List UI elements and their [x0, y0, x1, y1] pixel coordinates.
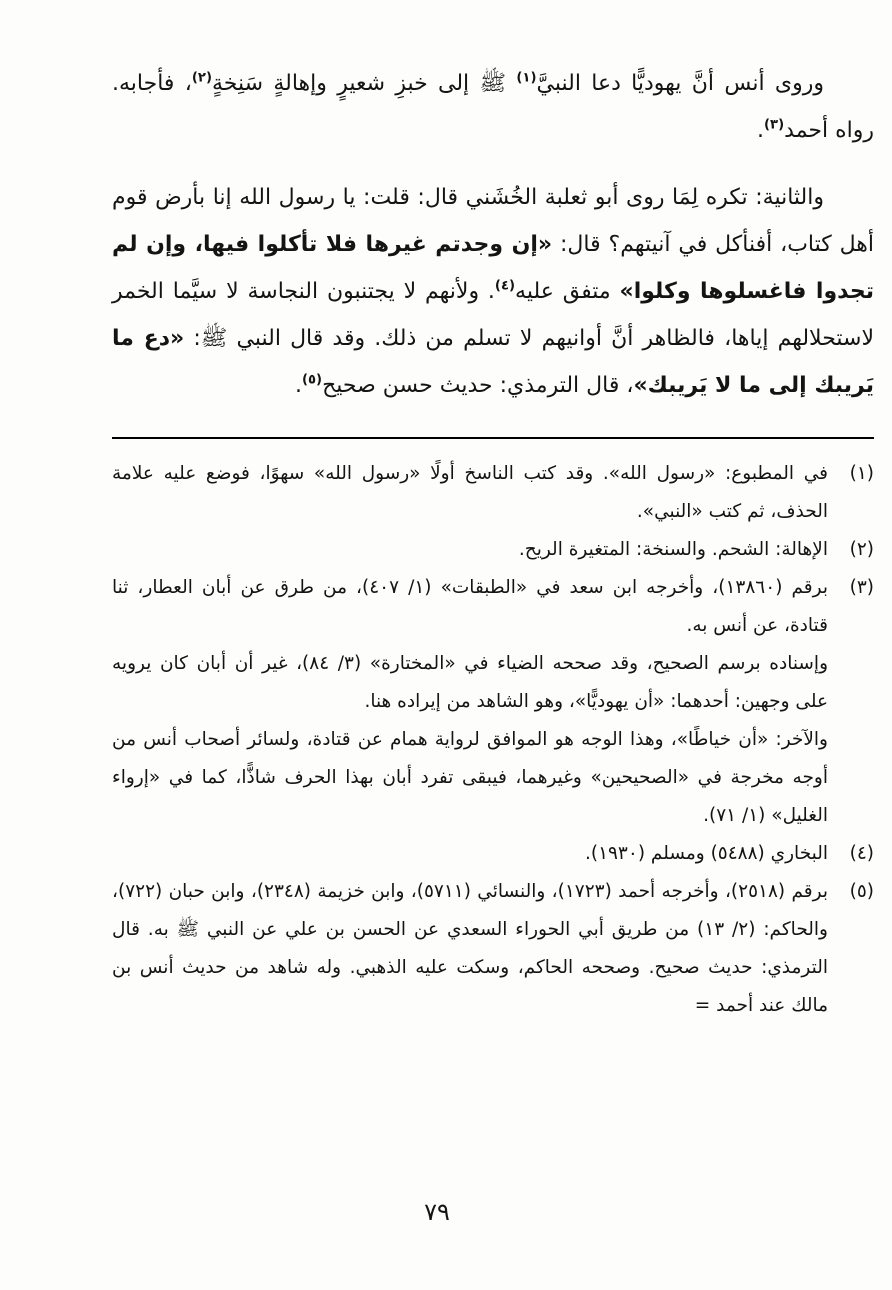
footnote-ref: (٤)	[494, 278, 516, 294]
footnote-text	[112, 835, 828, 873]
footnote-ref: (١)	[516, 70, 537, 86]
footnote-paragraph: برقم (١٣٨٦٠)، وأخرجه ابن سعد في «الطبقات» (١/ ٤٠٧)، من طرق عن أبان العطار، ثنا قتادة، عن أنس به.	[112, 577, 828, 636]
footnote-separator	[112, 437, 874, 439]
footnote-2	[112, 531, 874, 569]
footnote-4	[112, 835, 874, 873]
text-run: ، قال الترمذي: حديث حسن صحيح	[322, 373, 634, 398]
text-run: والثانية: تكره لِمَا روى أبو ثعلبة الخُشَني قال: قلت: يا رسول الله إنا بأرض قوم أهل كتاب، أفنأكل في آنيتهم؟ قال:	[112, 185, 874, 257]
footnote-1	[112, 455, 874, 531]
text-run: «إن وجدتم غيرها فلا تأكلوا فيها، وإن لم تجدوا فاغسلوها وكلوا»	[112, 232, 874, 304]
page-number: ٧٩	[424, 1198, 450, 1226]
footnote-ref: (٣)	[764, 117, 785, 133]
footnote-text	[112, 873, 828, 1025]
footnote-paragraph: في المطبوع: «رسول الله». وقد كتب الناسخ أولًا «رسول الله» سهوًا، فوضع عليه علامة الحذف، ثم كتب «النبي».	[112, 463, 828, 522]
body-paragraph-2	[112, 174, 874, 409]
text-run: وروى أنس أنَّ يهوديًّا دعا النبيَّ	[536, 71, 824, 96]
footnote-5	[112, 873, 874, 1025]
text-run: ، فأجابه. رواه أحمد	[112, 71, 874, 143]
footnote-number: (٣)	[849, 577, 874, 598]
text-run: ﷺ إلى خبزِ شعيرٍ وإهالةٍ سَنِخةٍ	[211, 71, 517, 96]
footnotes-section	[112, 455, 874, 1025]
body-text	[112, 60, 874, 409]
text-run: «دع ما يَريبك إلى ما لا يَريبك»	[112, 326, 874, 398]
footnote-text	[112, 569, 828, 835]
footnote-paragraph: البخاري (٥٤٨٨) ومسلم (١٩٣٠).	[584, 843, 828, 864]
footnote-paragraph: الإهالة: الشحم. والسنخة: المتغيرة الريح.	[518, 539, 828, 560]
footnote-number: (١)	[849, 463, 874, 484]
footnote-number: (٤)	[849, 843, 874, 864]
footnote-text	[112, 531, 828, 569]
footnote-text	[112, 455, 828, 531]
text-run: .	[757, 118, 765, 143]
footnote-number: (٥)	[849, 881, 874, 902]
footnote-ref: (٥)	[301, 372, 323, 388]
footnote-ref: (٢)	[191, 70, 212, 86]
text-run: متفق عليه	[515, 279, 620, 304]
footnote-3	[112, 569, 874, 835]
footnote-paragraph: وإسناده برسم الصحيح، وقد صححه الضياء في «المختارة» (٣/ ٨٤)، غير أن أبان كان يرويه على وجهين: أحدهما: «أن يهوديًّا»، وهو الشاهد من إيراده هنا.	[112, 653, 828, 712]
text-run: . ولأنهم لا يجتنبون النجاسة لا سيَّما الخمر لاستحلالهم إياها، فالظاهر أنَّ أوانيهم لا تسلم من ذلك. وقد قال النبي ﷺ:	[112, 279, 875, 351]
footnote-number: (٢)	[849, 539, 874, 560]
footnote-paragraph: برقم (٢٥١٨)، وأخرجه أحمد (١٧٢٣)، والنسائي (٥٧١١)، وابن خزيمة (٢٣٤٨)، وابن حبان (٧٢٢)، والحاكم: (٢/ ١٣) من طريق أبي الحوراء السعدي عن الحسن بن علي عن النبي ﷺ به. قال الترمذي: حديث صحيح. وصححه الحاكم، وسكت عليه الذهبي. وله شاهد من حديث أنس بن مالك عند أحمد =	[112, 881, 828, 1016]
body-paragraph-1	[112, 60, 874, 154]
footnote-paragraph: والآخر: «أن خياطًا»، وهذا الوجه هو الموافق لرواية همام عن قتادة، ولسائر أصحاب أنس من أوجه مخرجة في «الصحيحين» وغيرهما، فيبقى تفرد أبان بهذا الحرف شاذًّا، كما في «إرواء الغليل» (١/ ٧١).	[112, 729, 828, 826]
text-run: .	[294, 373, 302, 398]
